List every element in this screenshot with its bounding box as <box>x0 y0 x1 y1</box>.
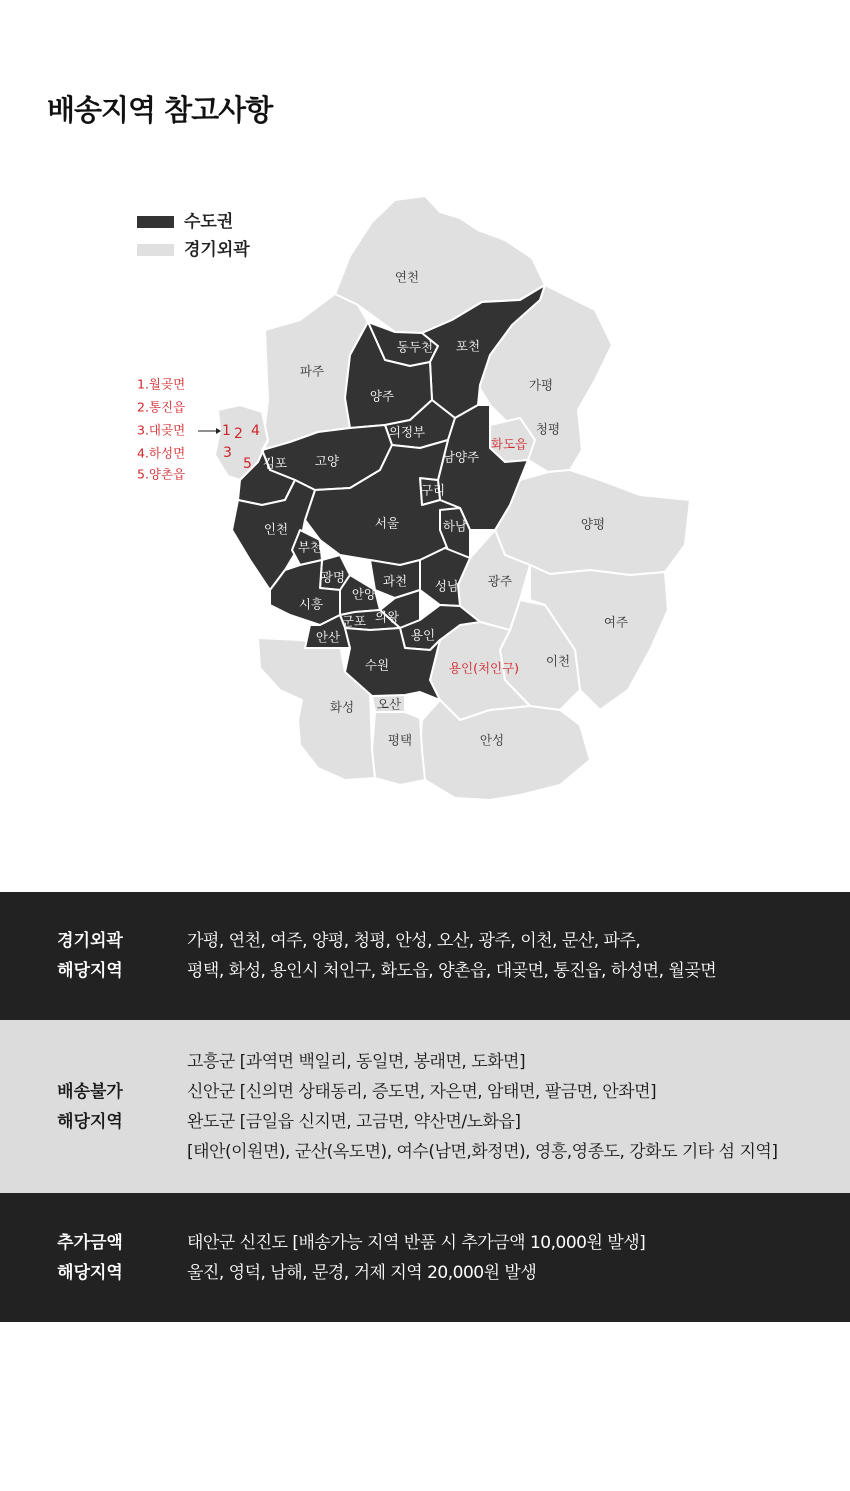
outer-area-line: 가평, 연천, 여주, 양평, 청평, 안성, 오산, 광주, 이천, 문산, 파주, <box>187 931 641 951</box>
label-osan: 오산 <box>376 696 402 712</box>
no-delivery-section <box>0 1020 850 1193</box>
no-delivery-line: 완도군 [금일읍 신지면, 고금면, 약산면/노화읍] <box>187 1111 521 1132</box>
label-yeoncheon: 연천 <box>394 269 420 285</box>
label-yongin: 용인 <box>410 627 436 643</box>
island-marker-1: 1 <box>222 423 231 439</box>
label-yongin-cheoin: 용인(처인구) <box>448 660 520 676</box>
no-delivery-line: 신안군 [신의면 상태동리, 증도면, 자은면, 암태면, 팔금면, 안좌면] <box>187 1081 657 1102</box>
label-yeoju: 여주 <box>603 614 629 630</box>
label-hanam: 하남 <box>442 518 468 534</box>
label-gwangju: 광주 <box>487 573 513 589</box>
island-marker-2: 2 <box>234 426 243 442</box>
label-gunpo: 군포 <box>341 613 367 629</box>
extra-charge-section <box>0 1193 850 1322</box>
page-title: 배송지역 참고사항 <box>47 93 273 127</box>
label-icheon: 이천 <box>545 653 571 669</box>
label-dongducheon: 동두천 <box>396 339 434 355</box>
label-yangpyeong: 양평 <box>580 516 606 532</box>
island-marker-4: 4 <box>251 423 260 439</box>
label-pocheon: 포천 <box>455 338 481 354</box>
label-pyeongtaek: 평택 <box>387 732 413 748</box>
label-namyangju: 남양주 <box>442 449 480 465</box>
island-note-2: 2.통진읍 <box>137 399 186 415</box>
label-gwacheon: 과천 <box>382 573 408 589</box>
extra-charge-line: 태안군 신진도 [배송가능 지역 반품 시 추가금액 10,000원 발생] <box>187 1232 646 1253</box>
label-gapyeong: 가평 <box>528 377 554 393</box>
outer-area-line: 평택, 화성, 용인시 처인구, 화도읍, 양촌읍, 대곶면, 통진읍, 하성면, 월곶면 <box>187 961 717 981</box>
extra-charge-line: 울진, 영덕, 남해, 문경, 거제 지역 20,000원 발생 <box>187 1262 537 1283</box>
label-gimpo: 김포 <box>262 455 288 471</box>
label-suwon: 수원 <box>364 657 390 673</box>
island-note-4: 4.하성면 <box>137 445 186 461</box>
no-delivery-list <box>187 1047 777 1167</box>
outer-area-section <box>0 892 850 1020</box>
island-note-1: 1.월곶면 <box>137 376 186 392</box>
label-bucheon: 부천 <box>297 539 323 555</box>
island-note-5: 5.양촌읍 <box>137 466 186 482</box>
legend-metro-label: 수도권 <box>184 212 234 232</box>
label-anseong: 안성 <box>479 732 505 748</box>
legend-metro-swatch <box>137 216 174 228</box>
no-delivery-line: [태안(이원면), 군산(옥도면), 여수(남면,화정면), 영흥,영종도, 강화도 기타 섬 지역] <box>187 1141 778 1162</box>
label-cheongpyeong: 청평 <box>535 421 561 437</box>
legend-outer-swatch <box>137 244 174 256</box>
island-marker-5: 5 <box>243 456 252 472</box>
label-uijeongbu: 의정부 <box>388 424 426 440</box>
island-note-3: 3.대곶면 <box>137 422 186 438</box>
legend-outer-label: 경기외곽 <box>184 240 250 260</box>
label-goyang: 고양 <box>314 453 340 469</box>
delivery-region-map <box>0 180 850 820</box>
region-anseong <box>420 700 590 800</box>
label-hwaseong: 화성 <box>329 699 355 715</box>
label-ansan: 안산 <box>315 629 341 645</box>
outer-area-label: 경기외곽 해당지역 <box>57 931 123 981</box>
label-yangju: 양주 <box>369 388 395 404</box>
label-seoul: 서울 <box>374 515 400 531</box>
label-uiwang: 의왕 <box>374 609 400 625</box>
label-paju: 파주 <box>299 363 325 379</box>
label-guri: 구리 <box>420 482 446 498</box>
region-pyeongtaek <box>372 710 425 785</box>
label-gwangmyeong: 광명 <box>320 569 346 585</box>
label-seongnam: 성남 <box>434 578 460 594</box>
extra-charge-label: 추가금액 해당지역 <box>57 1232 123 1283</box>
outer-area-list <box>187 926 716 986</box>
label-siheung: 시흥 <box>298 596 324 612</box>
label-hwadoeup: 화도읍 <box>490 436 528 452</box>
island-marker-3: 3 <box>223 445 232 461</box>
no-delivery-label: 배송불가 해당지역 <box>57 1081 123 1132</box>
label-incheon: 인천 <box>263 521 289 537</box>
extra-charge-list <box>187 1228 645 1288</box>
label-anyang: 안양 <box>351 586 377 602</box>
no-delivery-line: 고흥군 [과역면 백일리, 동일면, 봉래면, 도화면] <box>187 1051 526 1072</box>
